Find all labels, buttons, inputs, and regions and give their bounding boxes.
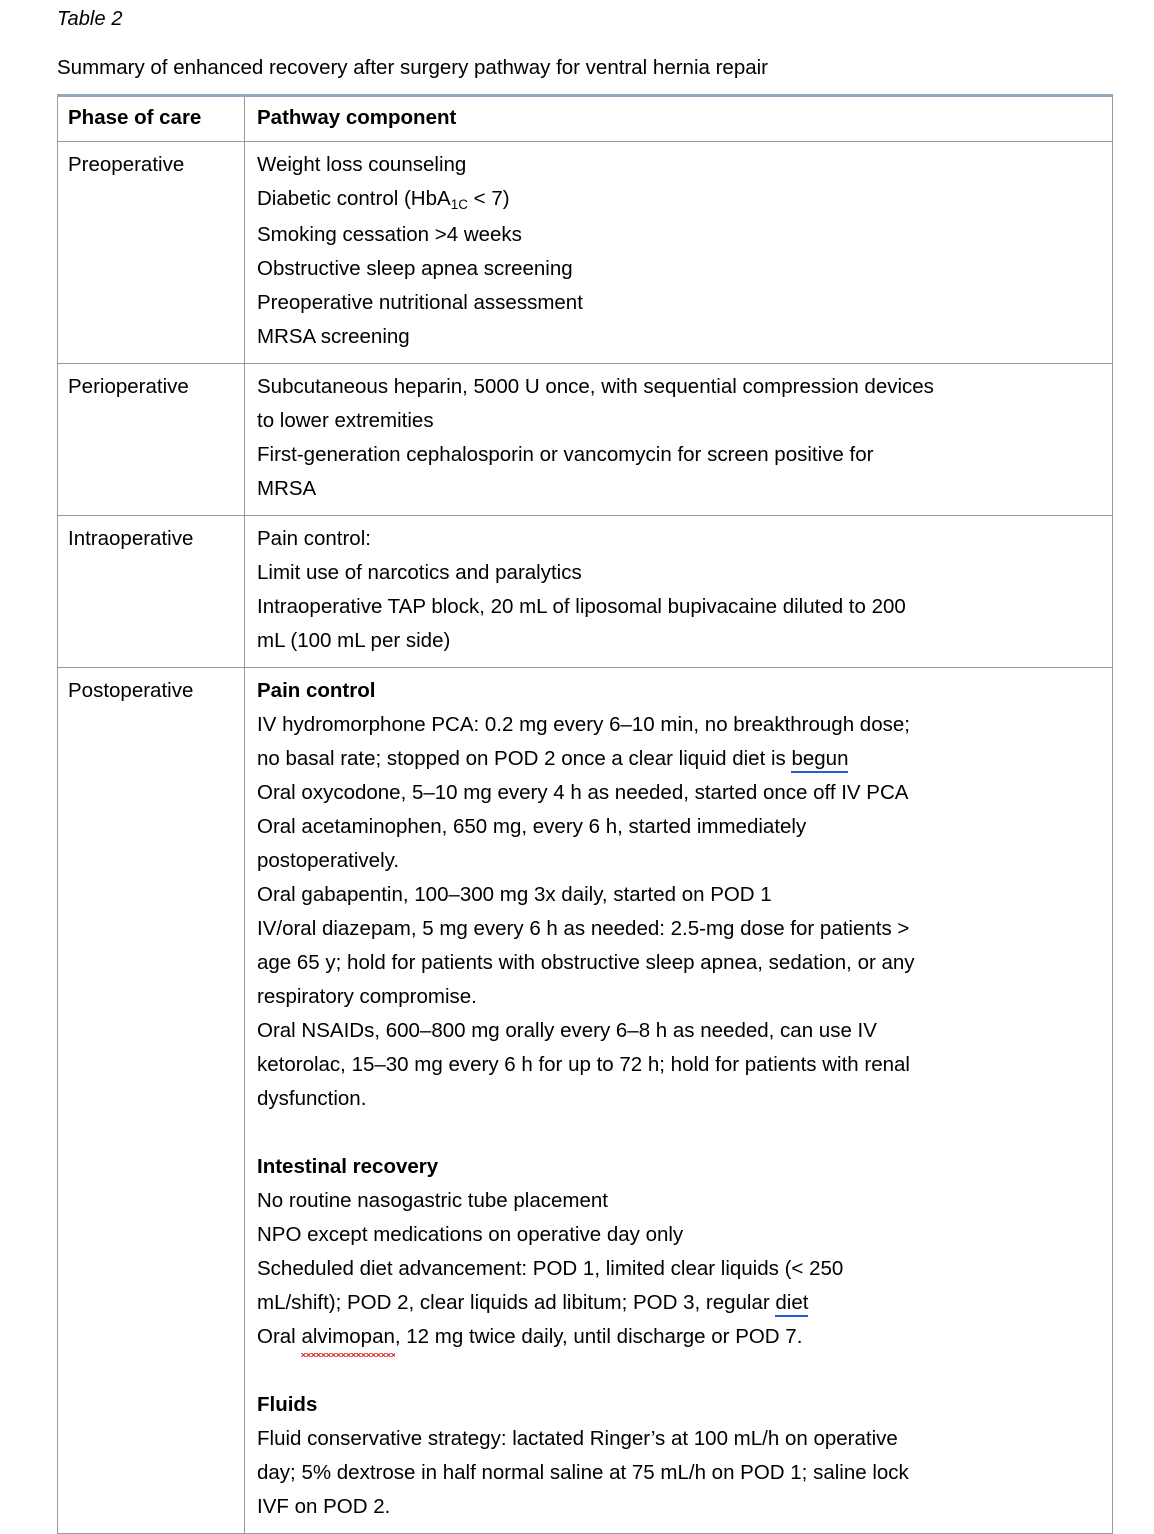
section-spacer bbox=[257, 1354, 1104, 1388]
component-line: Subcutaneous heparin, 5000 U once, with sequential compression devices bbox=[257, 375, 934, 398]
component-line: Oral acetaminophen, 650 mg, every 6 h, started immediately bbox=[257, 815, 807, 838]
table-caption-number: Table 2 bbox=[57, 8, 123, 30]
component-line: Fluid conservative strategy: lactated Ringer’s at 100 mL/h on operative bbox=[257, 1427, 898, 1450]
alvimopan-prefix: Oral bbox=[257, 1325, 302, 1348]
hba1c-subscript: 1C bbox=[450, 197, 468, 212]
diabetic-prefix: Diabetic control (HbA bbox=[257, 187, 451, 210]
table-caption-title: Summary of enhanced recovery after surgery pathway for ventral hernia repair bbox=[57, 56, 769, 79]
component-line: Smoking cessation >4 weeks bbox=[257, 223, 522, 246]
component-line: dysfunction. bbox=[257, 1087, 367, 1110]
phase-label-preoperative: Preoperative bbox=[58, 142, 245, 364]
diet-text: mL/shift); POD 2, clear liquids ad libitum; POD 3, regular bbox=[257, 1291, 776, 1314]
phase-label-perioperative: Perioperative bbox=[58, 364, 245, 516]
spellcheck-flagged-word-alvimopan[interactable]: alvimopan bbox=[301, 1320, 394, 1354]
component-line: Intraoperative TAP block, 20 mL of liposomal bupivacaine diluted to 200 bbox=[257, 595, 906, 618]
component-line: MRSA bbox=[257, 477, 317, 500]
section-heading-fluids: Fluids bbox=[257, 1393, 318, 1416]
component-line: Oral oxycodone, 5–10 mg every 4 h as needed, started once off IV PCA bbox=[257, 781, 909, 804]
pca-text: no basal rate; stopped on POD 2 once a clear liquid diet is bbox=[257, 747, 792, 770]
component-line: IV hydromorphone PCA: 0.2 mg every 6–10 min, no breakthrough dose; bbox=[257, 713, 910, 736]
component-line: No routine nasogastric tube placement bbox=[257, 1189, 608, 1212]
component-line: postoperatively. bbox=[257, 849, 400, 872]
pathway-components-intraoperative bbox=[245, 516, 1113, 668]
section-spacer bbox=[257, 1116, 1104, 1150]
component-line: NPO except medications on operative day only bbox=[257, 1223, 684, 1246]
component-line: Preoperative nutritional assessment bbox=[257, 291, 583, 314]
table-row-preoperative bbox=[58, 142, 1113, 364]
component-line: Obstructive sleep apnea screening bbox=[257, 257, 573, 280]
grammar-flagged-word-begun[interactable]: begun bbox=[791, 747, 848, 773]
component-line: respiratory compromise. bbox=[257, 985, 477, 1008]
component-line: IVF on POD 2. bbox=[257, 1495, 391, 1518]
diabetic-suffix: < 7) bbox=[467, 187, 510, 210]
table-row-intraoperative bbox=[58, 516, 1113, 668]
component-line-diet-continued bbox=[257, 1286, 1104, 1320]
component-line: Scheduled diet advancement: POD 1, limited clear liquids (< 250 bbox=[257, 1257, 844, 1280]
component-line-alvimopan bbox=[257, 1320, 1104, 1354]
alvimopan-suffix: , 12 mg twice daily, until discharge or POD 7. bbox=[394, 1325, 803, 1348]
column-header-pathway-component: Pathway component bbox=[245, 96, 1113, 142]
component-line: age 65 y; hold for patients with obstructive sleep apnea, sedation, or any bbox=[257, 951, 915, 974]
pathway-components-postoperative bbox=[245, 668, 1113, 1534]
component-line: First-generation cephalosporin or vancomycin for screen positive for bbox=[257, 443, 874, 466]
phase-label-postoperative: Postoperative bbox=[58, 668, 245, 1534]
component-line-pca-continued bbox=[257, 742, 1104, 776]
component-line: Limit use of narcotics and paralytics bbox=[257, 561, 582, 584]
eras-pathway-table bbox=[57, 94, 1113, 1534]
component-line: Oral gabapentin, 100–300 mg 3x daily, started on POD 1 bbox=[257, 883, 772, 906]
section-heading-pain-control: Pain control bbox=[257, 679, 376, 702]
component-line: Pain control: bbox=[257, 527, 371, 550]
component-line: IV/oral diazepam, 5 mg every 6 h as needed: 2.5-mg dose for patients > bbox=[257, 917, 910, 940]
table-row-perioperative bbox=[58, 364, 1113, 516]
component-line: MRSA screening bbox=[257, 325, 410, 348]
grammar-flagged-word-diet[interactable]: diet bbox=[775, 1291, 808, 1317]
component-line: to lower extremities bbox=[257, 409, 434, 432]
component-line: Weight loss counseling bbox=[257, 153, 467, 176]
component-line: day; 5% dextrose in half normal saline at 75 mL/h on POD 1; saline lock bbox=[257, 1461, 909, 1484]
component-line: ketorolac, 15–30 mg every 6 h for up to 72 h; hold for patients with renal bbox=[257, 1053, 910, 1076]
table-row-postoperative bbox=[58, 668, 1113, 1534]
pathway-components-perioperative bbox=[245, 364, 1113, 516]
phase-label-intraoperative: Intraoperative bbox=[58, 516, 245, 668]
pathway-components-preoperative bbox=[245, 142, 1113, 364]
component-line: Oral NSAIDs, 600–800 mg orally every 6–8 h as needed, can use IV bbox=[257, 1019, 877, 1042]
table-header-row bbox=[58, 96, 1113, 142]
column-header-phase-of-care: Phase of care bbox=[58, 96, 245, 142]
component-line: mL (100 mL per side) bbox=[257, 629, 451, 652]
component-line-diabetic-control bbox=[257, 182, 1104, 218]
section-heading-intestinal-recovery: Intestinal recovery bbox=[257, 1155, 439, 1178]
